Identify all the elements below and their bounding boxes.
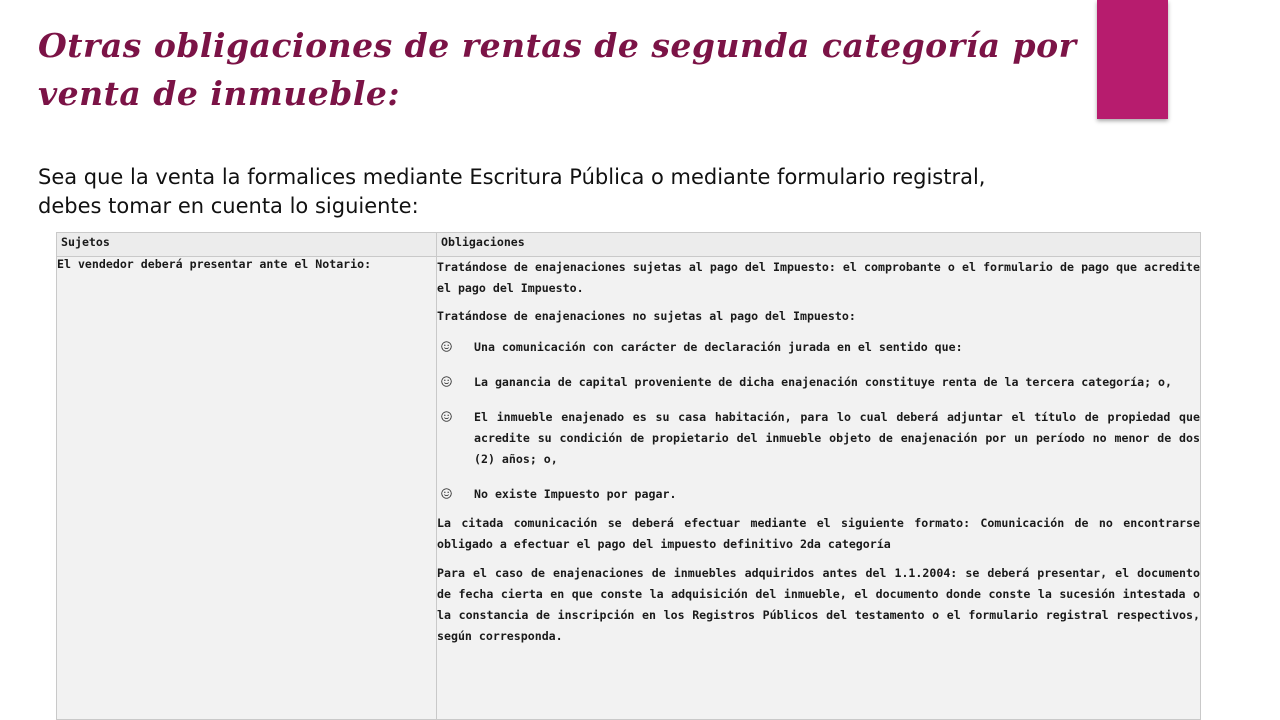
obligations-cell xyxy=(437,257,1201,720)
intro-text: Sea que la venta la formalices mediante Escritura Pública o mediante formulario registral, debes tomar en cuenta lo siguiente: xyxy=(38,165,986,218)
table-header-row xyxy=(57,233,1201,257)
obligation-paragraph: La citada comunicación se deberá efectuar mediante el siguiente formato: Comunicación de no encontrarse obligado a efectuar el pago del impuesto definitivo 2da categoría xyxy=(437,516,1200,551)
slide-title: Otras obligaciones de rentas de segunda categoría por venta de inmueble: xyxy=(38,26,1077,113)
list-item xyxy=(437,484,1200,505)
list-item-text: No existe Impuesto por pagar. xyxy=(474,487,677,501)
list-item-text: Una comunicación con carácter de declaración jurada en el sentido que: xyxy=(474,340,963,354)
table-row xyxy=(57,257,1201,720)
list-item xyxy=(437,407,1200,470)
list-item-text: La ganancia de capital proveniente de dicha enajenación constituye renta de la tercera categoría; o, xyxy=(474,375,1173,389)
smiley-icon xyxy=(441,341,452,352)
smiley-icon xyxy=(441,411,452,422)
obligation-paragraph: Tratándose de enajenaciones sujetas al pago del Impuesto: el comprobante o el formulario de pago que acredite el pago del Impuesto. xyxy=(437,260,1200,295)
obligation-paragraph: Tratándose de enajenaciones no sujetas al pago del Impuesto: xyxy=(437,309,856,323)
list-item xyxy=(437,372,1200,393)
list-item-text: El inmueble enajenado es su casa habitación, para lo cual deberá adjuntar el título de propiedad que acredite su condición de propietario del inmueble objeto de enajenación por un período no menor de dos (2) años; o, xyxy=(474,410,1200,466)
obligations-table xyxy=(56,232,1201,720)
smiley-icon xyxy=(441,376,452,387)
obligation-list xyxy=(437,337,1200,505)
subject-cell: El vendedor deberá presentar ante el Notario: xyxy=(57,257,437,720)
smiley-icon xyxy=(441,488,452,499)
list-item xyxy=(437,337,1200,358)
obligation-paragraph: Para el caso de enajenaciones de inmuebles adquiridos antes del 1.1.2004: se deberá presentar, el documento de fecha cierta en que conste la adquisición del inmueble, el documento donde conste la sucesión intestada o la constancia de inscripción en los Registros Públicos del testamento o el formulario registral respectivos, según corresponda. xyxy=(437,566,1200,643)
header-obligations: Obligaciones xyxy=(437,233,1201,257)
header-subjects: Sujetos xyxy=(57,233,437,257)
accent-bar xyxy=(1097,0,1168,119)
